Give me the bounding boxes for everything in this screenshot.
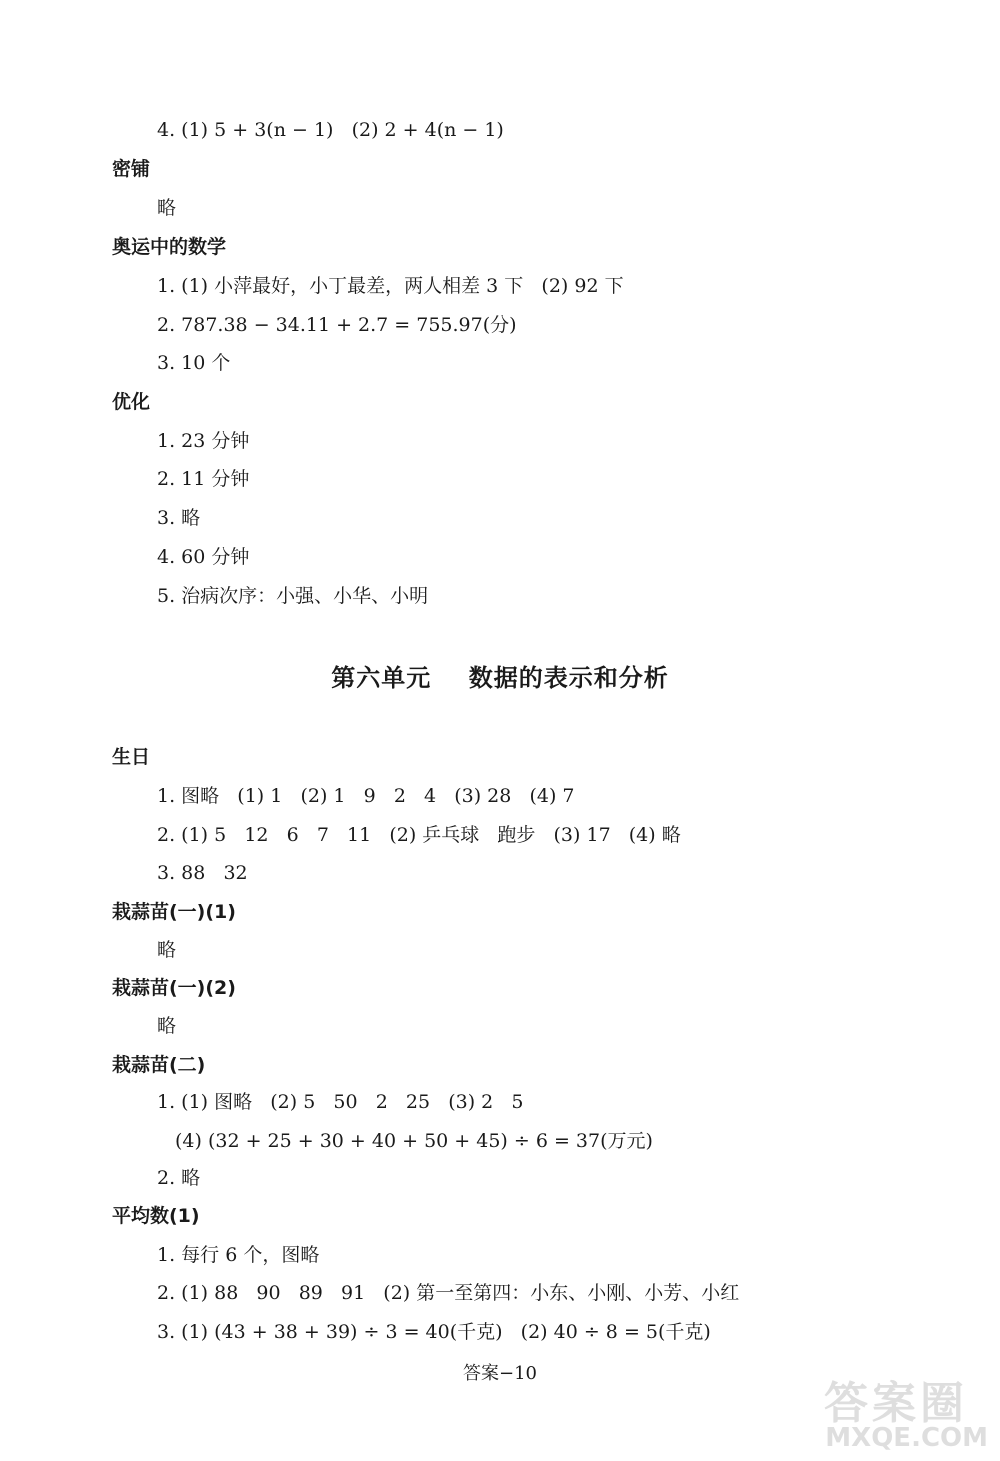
- answer-line: 2. 787.38 − 34.11 + 2.7 = 755.97(分): [157, 314, 517, 336]
- answer-line: 3. 88 32: [157, 862, 248, 884]
- answer-line: 1. (1) 小萍最好，小丁最差，两人相差 3 下 (2) 92 下: [157, 275, 624, 297]
- page-number: 答案−10: [463, 1363, 537, 1384]
- section-heading: 生日: [112, 746, 151, 768]
- unit-title: 第六单元 数据的表示和分析: [331, 664, 669, 692]
- answer-line: 2. (1) 5 12 6 7 11 (2) 乒乓球 跑步 (3) 17 (4) 略: [157, 824, 681, 846]
- answer-line: 3. 略: [157, 507, 201, 529]
- answer-line: 略: [157, 1015, 177, 1037]
- section-heading: 优化: [112, 391, 151, 413]
- watermark-url: MXQE.COM: [825, 1423, 988, 1453]
- watermark-logo-text: 答案圈: [824, 1378, 968, 1429]
- answer-line: 4. (1) 5 + 3(n − 1) (2) 2 + 4(n − 1): [157, 119, 504, 141]
- section-heading: 栽蒜苗(二): [112, 1054, 206, 1076]
- answer-line: 2. 略: [157, 1167, 201, 1189]
- section-heading: 密铺: [112, 158, 151, 180]
- section-heading: 平均数(1): [112, 1205, 200, 1227]
- answer-line: 3. 10 个: [157, 352, 231, 374]
- answer-line: 2. 11 分钟: [157, 468, 250, 490]
- answer-line: 略: [157, 939, 177, 961]
- section-heading: 奥运中的数学: [112, 236, 227, 258]
- section-heading: 栽蒜苗(一)(2): [112, 977, 236, 999]
- answer-line: (4) (32 + 25 + 30 + 40 + 50 + 45) ÷ 6 = 37(万元): [175, 1130, 653, 1152]
- answer-line: 略: [157, 197, 177, 219]
- answer-line: 1. (1) 图略 (2) 5 50 2 25 (3) 2 5: [157, 1091, 524, 1113]
- answer-line: 5. 治病次序：小强、小华、小明: [157, 585, 429, 607]
- answer-line: 2. (1) 88 90 89 91 (2) 第一至第四：小东、小刚、小芳、小红: [157, 1282, 740, 1304]
- answer-line: 3. (1) (43 + 38 + 39) ÷ 3 = 40(千克) (2) 40 ÷ 8 = 5(千克): [157, 1321, 711, 1343]
- answer-line: 4. 60 分钟: [157, 546, 250, 568]
- section-heading: 栽蒜苗(一)(1): [112, 901, 236, 923]
- answer-line: 1. 图略 (1) 1 (2) 1 9 2 4 (3) 28 (4) 7: [157, 785, 575, 807]
- answer-line: 1. 每行 6 个，图略: [157, 1244, 320, 1266]
- site-watermark: [758, 1365, 988, 1455]
- answer-line: 1. 23 分钟: [157, 430, 250, 452]
